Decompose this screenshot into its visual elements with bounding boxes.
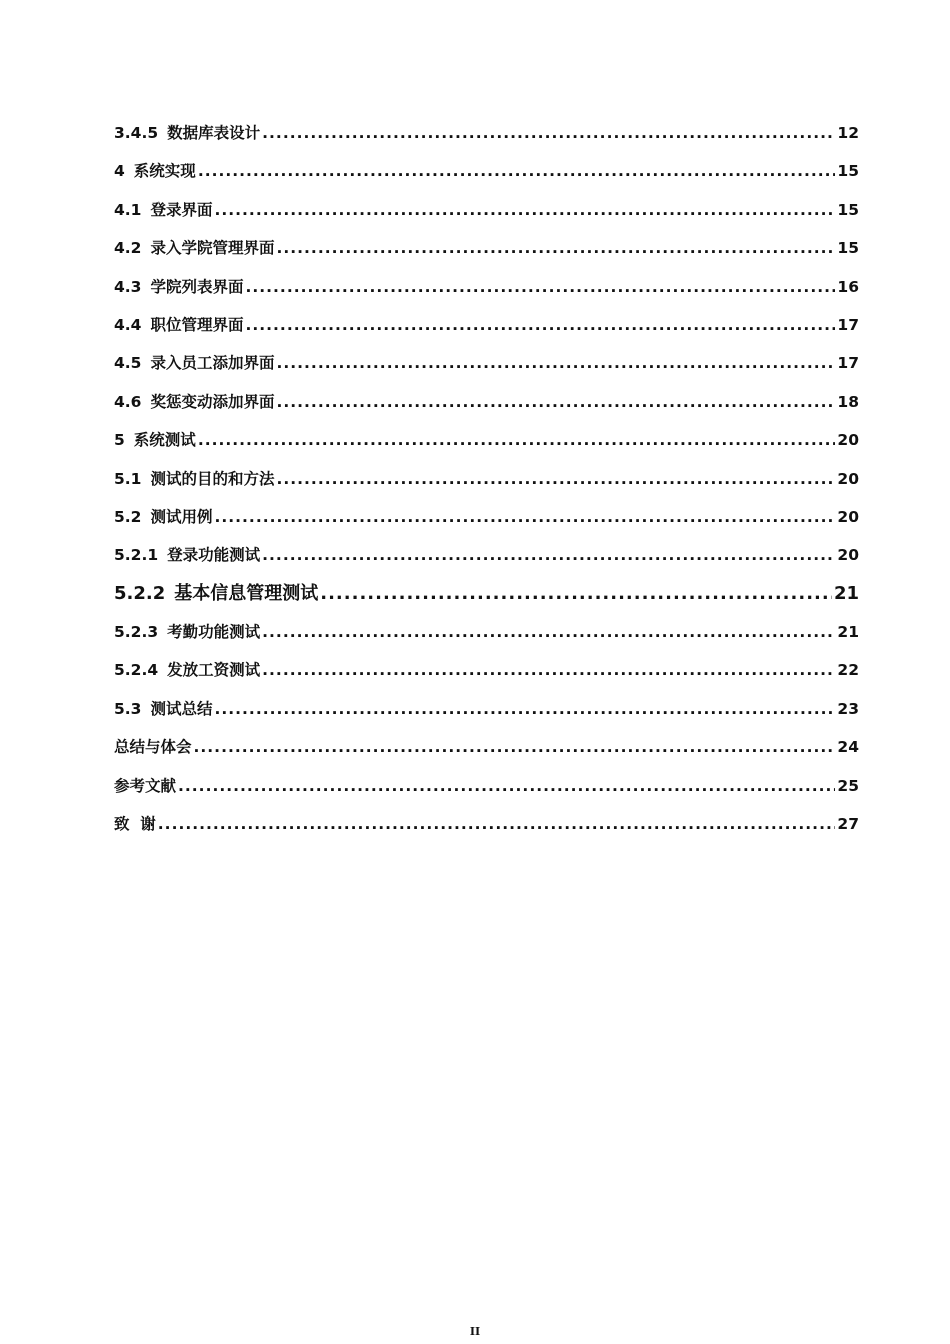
toc-entry[interactable] (114, 540, 859, 578)
toc-page: 15 (837, 162, 859, 181)
dot-leader (320, 579, 832, 609)
toc-number: 4.4 (114, 315, 142, 334)
dot-leader (276, 233, 835, 263)
toc-page: 18 (837, 392, 859, 411)
toc-page: 21 (833, 582, 859, 604)
dot-leader (245, 272, 835, 302)
toc-number: 4.2 (114, 239, 142, 258)
toc-number: 5.2.1 (114, 546, 159, 565)
toc-number: 4.3 (114, 277, 142, 296)
toc-title: 测试用例 (150, 506, 213, 526)
toc-entry[interactable] (114, 425, 859, 463)
toc-entry[interactable] (114, 579, 859, 617)
toc-entry[interactable] (114, 156, 859, 194)
dot-leader (198, 425, 835, 455)
toc-title: 登录界面 (150, 199, 213, 219)
toc-title: 发放工资测试 (167, 660, 261, 680)
toc-number: 4.6 (114, 392, 142, 411)
dot-leader (214, 195, 835, 225)
page-number-footer: II (469, 1325, 481, 1338)
dot-leader (276, 387, 835, 417)
toc-title: 系统测试 (133, 430, 196, 450)
dot-leader (214, 694, 835, 724)
toc-entry[interactable] (114, 464, 859, 502)
toc-page: 20 (837, 469, 859, 488)
toc-entry[interactable] (114, 732, 859, 770)
toc-title: 录入学院管理界面 (150, 238, 275, 258)
toc-title: 总结与体会 (114, 737, 192, 757)
toc-page: 17 (837, 354, 859, 373)
toc-number: 4 (114, 162, 125, 181)
toc-entry[interactable] (114, 195, 859, 233)
dot-leader (262, 118, 835, 148)
dot-leader (262, 617, 835, 647)
toc-entry[interactable] (114, 617, 859, 655)
toc-title: 考勤功能测试 (167, 622, 261, 642)
toc-page: 15 (837, 200, 859, 219)
toc-number: 5.2.2 (114, 582, 166, 604)
toc-title: 学院列表界面 (150, 276, 244, 296)
toc-page: 25 (837, 776, 859, 795)
toc-page: 27 (837, 815, 859, 834)
toc-number: 5.1 (114, 469, 142, 488)
dot-leader (214, 502, 835, 532)
toc-page: 12 (837, 124, 859, 142)
toc-entry[interactable] (114, 809, 859, 847)
toc-number: 4.1 (114, 200, 142, 219)
toc-number: 5.3 (114, 699, 142, 718)
toc-page: 16 (837, 277, 859, 296)
table-of-contents (114, 118, 859, 847)
toc-entry[interactable] (114, 310, 859, 348)
dot-leader (158, 809, 835, 839)
dot-leader (198, 156, 835, 186)
dot-leader (194, 732, 835, 762)
toc-number: 5.2.3 (114, 623, 159, 642)
toc-page: 20 (837, 431, 859, 450)
toc-page: 17 (837, 315, 859, 334)
toc-title: 登录功能测试 (167, 545, 261, 565)
toc-page: 20 (837, 507, 859, 526)
toc-page: 15 (837, 239, 859, 258)
toc-number: 4.5 (114, 354, 142, 373)
toc-number: 3.4.5 (114, 124, 159, 142)
toc-entry[interactable] (114, 118, 859, 156)
toc-page: 23 (837, 699, 859, 718)
toc-number: 5.2 (114, 507, 142, 526)
toc-entry[interactable] (114, 348, 859, 386)
toc-page: 22 (837, 661, 859, 680)
dot-leader (262, 540, 835, 570)
toc-title: 录入员工添加界面 (150, 353, 275, 373)
dot-leader (262, 655, 835, 685)
toc-title: 奖惩变动添加界面 (150, 391, 275, 411)
dot-leader (178, 771, 835, 801)
toc-entry[interactable] (114, 694, 859, 732)
toc-title: 测试总结 (150, 698, 213, 718)
dot-leader (276, 464, 835, 494)
toc-entry[interactable] (114, 771, 859, 809)
toc-page: 20 (837, 546, 859, 565)
toc-page: 21 (837, 623, 859, 642)
toc-title: 参考文献 (114, 775, 177, 795)
dot-leader (245, 310, 835, 340)
toc-number: 5.2.4 (114, 661, 159, 680)
toc-title: 测试的目的和方法 (150, 468, 275, 488)
toc-entry[interactable] (114, 233, 859, 271)
toc-page: 24 (837, 738, 859, 757)
toc-title: 数据库表设计 (167, 123, 261, 142)
toc-title: 基本信息管理测试 (174, 582, 319, 604)
dot-leader (276, 348, 835, 378)
toc-entry[interactable] (114, 655, 859, 693)
toc-entry[interactable] (114, 272, 859, 310)
toc-title: 职位管理界面 (150, 314, 244, 334)
toc-title: 系统实现 (133, 161, 196, 181)
toc-entry[interactable] (114, 502, 859, 540)
toc-number: 5 (114, 431, 125, 450)
toc-entry[interactable] (114, 387, 859, 425)
toc-title: 致 谢 (114, 814, 156, 834)
